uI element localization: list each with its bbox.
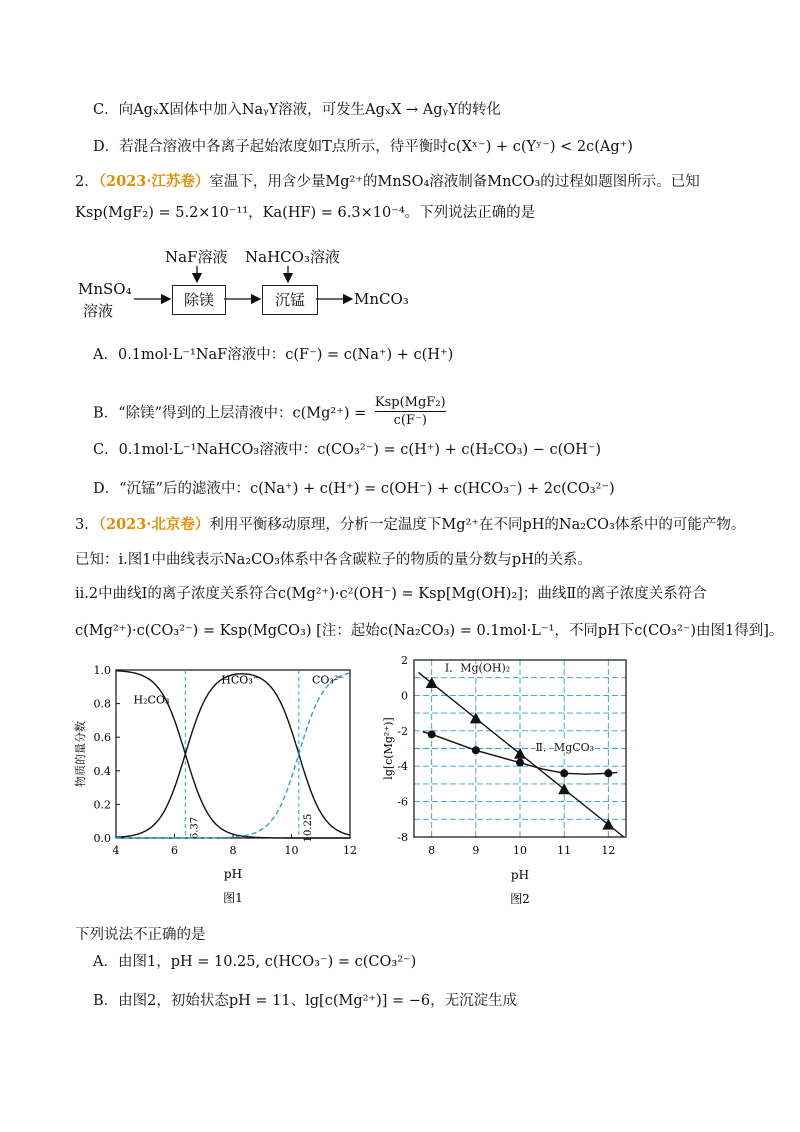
y-tick-label: -2 bbox=[397, 724, 408, 738]
x-tick-label: 4 bbox=[112, 844, 120, 857]
q1-option-d: D．若混合溶液中各离子起始浓度如T点所示，待平衡时c(Xˣ⁻) + c(Yʸ⁻) < 2c(Ag⁺) bbox=[93, 139, 633, 155]
y-tick-label: 0.2 bbox=[93, 798, 111, 812]
flow-reagent2: NaHCO₃溶液 bbox=[245, 248, 340, 266]
y-tick-label: 0 bbox=[401, 689, 408, 703]
q3-number: 3． bbox=[75, 517, 99, 533]
q2-option-d: D．“沉锰”后的滤液中：c(Na⁺) + c(H⁺) = c(OH⁻) + c(HCO₃⁻) + 2c(CO₃²⁻) bbox=[93, 481, 615, 497]
data-point-circle bbox=[516, 759, 524, 767]
q2-source: （2023·江苏卷） bbox=[98, 173, 210, 190]
q3-stem-line3: ii.2中曲线Ⅰ的离子浓度关系符合c(Mg²⁺)·c²(OH⁻) = Ksp[Mg(OH)₂]；曲线Ⅱ的离子浓度关系符合 bbox=[75, 586, 707, 602]
q2-option-b-denominator: c(F⁻) bbox=[393, 413, 427, 428]
x-tick-label: 10 bbox=[284, 844, 299, 857]
y-axis-label: lg[c(Mg²⁺)] bbox=[382, 717, 395, 780]
q2-option-b-numerator: Ksp(MgF₂) bbox=[374, 395, 446, 410]
q2-stem-line2: Ksp(MgF₂) = 5.2×10⁻¹¹，Ka(HF) = 6.3×10⁻⁴。下列说法正确的是 bbox=[75, 205, 536, 221]
q3-stem-line4: c(Mg²⁺)·c(CO₃²⁻) = Ksp(MgCO₃) [注：起始c(Na₂CO₃) = 0.1mol·L⁻¹，不同pH下c(CO₃²⁻)由图1得到]。 bbox=[75, 623, 784, 639]
data-point-triangle bbox=[602, 819, 614, 830]
flow-start-line2: 溶液 bbox=[83, 302, 114, 320]
y-tick-label: 0.6 bbox=[93, 731, 111, 745]
chart-figure-2 bbox=[370, 650, 640, 910]
q2-option-a: A．0.1mol·L⁻¹NaF溶液中：c(F⁻) = c(Na⁺) + c(H⁺) bbox=[93, 347, 454, 363]
q3-option-b: B．由图2，初始状态pH = 11、lg[c(Mg²⁺)] = −6，无沉淀生成 bbox=[93, 993, 518, 1009]
legend-label: CO₃²⁻ bbox=[311, 673, 345, 687]
x-tick-label: 8 bbox=[428, 844, 436, 857]
data-point-circle bbox=[472, 746, 480, 754]
q2-option-b bbox=[93, 396, 446, 431]
q2-option-b-prefix: B．“除镁”得到的上层清液中：c(Mg²⁺) = bbox=[93, 405, 367, 422]
flow-step2-box: 沉锰 bbox=[262, 285, 318, 315]
legend-label: H₂CO₃ bbox=[133, 693, 170, 707]
q2-number: 2． bbox=[75, 174, 99, 190]
data-point-circle bbox=[560, 769, 568, 777]
y-tick-label: -8 bbox=[397, 831, 408, 844]
x-tick-label: 11 bbox=[557, 844, 572, 857]
x-tick-label: 8 bbox=[229, 844, 237, 857]
flow-product: MnCO₃ bbox=[354, 290, 409, 308]
x-tick-label: 10 bbox=[513, 844, 527, 857]
x-tick-label: 9 bbox=[472, 844, 480, 857]
series-label: Ⅱ．MgCO₃ bbox=[535, 741, 595, 755]
flow-reagent1: NaF溶液 bbox=[165, 248, 228, 266]
figure-caption: 图2 bbox=[510, 892, 530, 906]
pka-label: 6.37 bbox=[189, 816, 201, 840]
q2-option-b-fraction bbox=[375, 394, 446, 429]
data-point-triangle bbox=[558, 783, 570, 794]
data-point-circle bbox=[428, 730, 436, 738]
q2-option-c: C．0.1mol·L⁻¹NaHCO₃溶液中：c(CO₃²⁻) = c(H⁺) + c(H₂CO₃) − c(OH⁻) bbox=[93, 442, 602, 458]
q3-stem-line2: 已知：i.图1中曲线表示Na₂CO₃体系中各含碳粒子的物质的量分数与pH的关系。 bbox=[75, 552, 592, 568]
x-tick-label: 12 bbox=[601, 844, 616, 857]
data-point-circle bbox=[604, 769, 612, 777]
data-point-triangle bbox=[426, 677, 438, 688]
x-axis-label: pH bbox=[510, 868, 530, 882]
y-tick-label: 1.0 bbox=[93, 664, 111, 677]
flow-start-line1: MnSO₄ bbox=[78, 280, 132, 298]
figure-caption: 图1 bbox=[223, 891, 243, 905]
y-axis-label: 物质的量分数 bbox=[74, 721, 87, 787]
x-tick-label: 6 bbox=[171, 844, 178, 857]
pka-label: 10.25 bbox=[302, 813, 314, 843]
q3-question: 下列说法不正确的是 bbox=[75, 927, 206, 943]
y-tick-label: 0.8 bbox=[93, 697, 111, 711]
y-tick-label: -6 bbox=[397, 795, 408, 809]
q1-option-c: C．向AgₓX固体中加入NaᵧY溶液，可发生AgₓX → AgᵧY的转化 bbox=[93, 102, 502, 118]
x-tick-label: 12 bbox=[343, 844, 357, 857]
y-tick-label: -4 bbox=[397, 760, 408, 774]
y-tick-label: 0.4 bbox=[93, 764, 111, 778]
q3-line1 bbox=[75, 515, 745, 535]
y-tick-label: 0.0 bbox=[93, 832, 111, 845]
y-tick-label: 2 bbox=[401, 654, 408, 667]
x-axis-label: pH bbox=[223, 867, 243, 881]
series-label: Ⅰ．Mg(OH)₂ bbox=[444, 661, 511, 675]
q2-stem-line1: 室温下，用含少量Mg²⁺的MnSO₄溶液制备MnCO₃的过程如题图所示。已知 bbox=[209, 174, 700, 190]
legend-label: HCO₃⁻ bbox=[221, 673, 259, 687]
q3-option-a: A．由图1，pH = 10.25, c(HCO₃⁻) = c(CO₃²⁻) bbox=[93, 954, 417, 970]
data-point-triangle bbox=[470, 712, 482, 723]
chart-figure-1 bbox=[70, 660, 370, 910]
flow-step1-box: 除镁 bbox=[172, 285, 226, 315]
q3-source: （2023·北京卷） bbox=[98, 516, 210, 533]
q3-stem-line1: 利用平衡移动原理，分析一定温度下Mg²⁺在不同pH的Na₂CO₃体系中的可能产物。 bbox=[209, 517, 746, 533]
data-point-triangle bbox=[514, 748, 526, 759]
